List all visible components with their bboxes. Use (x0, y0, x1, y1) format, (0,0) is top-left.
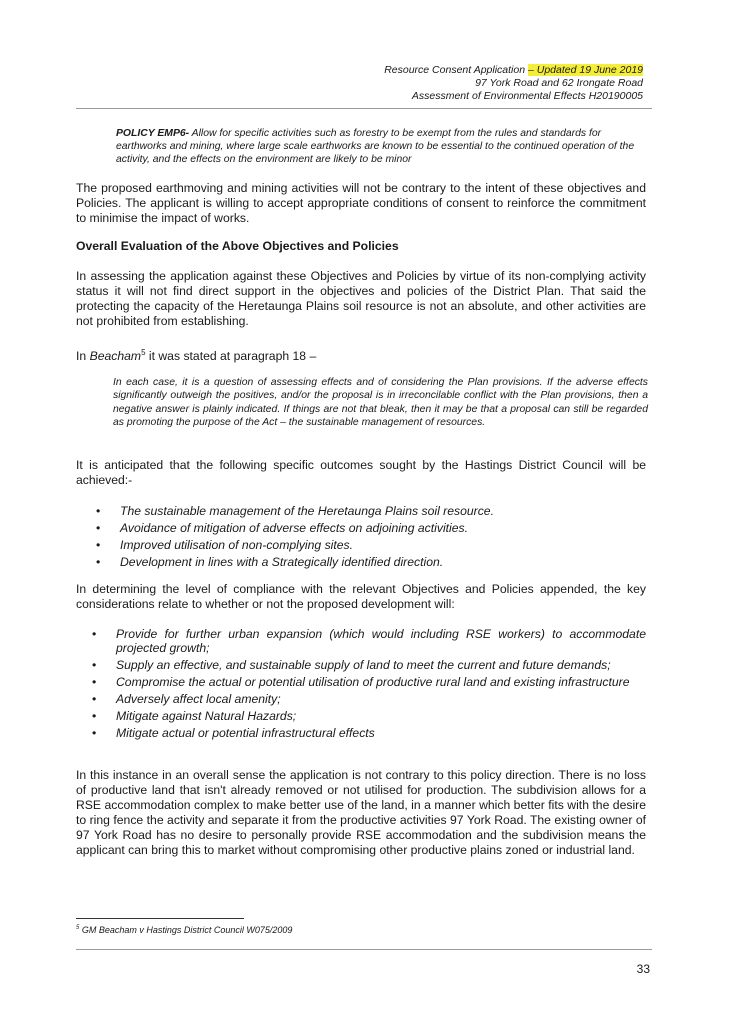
policy-text: Allow for specific activities such as forestry to be exempt from the rules and standards for earthworks and mining, where large scale earthworks are known to be essential to the continued operation of the activity, and the effects on the environment are likely to be minor (116, 128, 635, 165)
para3-suffix: it was stated at paragraph 18 – (145, 349, 317, 364)
list-item: • Provide for further urban expansion (which would including RSE workers) to accommodate projected growth; (92, 627, 646, 655)
list-item: • Mitigate against Natural Hazards; (92, 709, 646, 723)
footnote-reference: 5 (141, 348, 146, 357)
footnote-mark: 5 (76, 925, 80, 931)
paragraph-5: In determining the level of compliance with the relevant Objectives and Policies appended, the key considerations relate to whether or not the proposed development will: (76, 582, 646, 611)
footnote-text: GM Beacham v Hastings District Council W075/2009 (79, 925, 293, 935)
header-title: Resource Consent Application (384, 64, 526, 76)
page-header (360, 64, 643, 103)
policy-emp6 (116, 127, 646, 166)
considerations-list (92, 627, 646, 740)
paragraph-3 (76, 345, 646, 364)
paragraph-1: The proposed earthmoving and mining activities will not be contrary to the intent of these objectives and Policies. The applicant is willing to accept appropriate conditions of consent to reinforce the commitment to minimise the impact of works. (76, 181, 646, 225)
list-item: • Improved utilisation of non-complying sites. (96, 538, 636, 552)
footnote (76, 925, 476, 935)
paragraph-4: It is anticipated that the following specific outcomes sought by the Hastings District Council will be achieved:- (76, 458, 646, 487)
list-item: • Development in lines with a Strategically identified direction. (96, 555, 636, 569)
page-number: 33 (636, 962, 650, 976)
paragraph-2: In assessing the application against these Objectives and Policies by virtue of its non-complying activity status it will not find direct support in the objectives and policies of the District Plan. That said the protecting the capacity of the Heretaunga Plains soil resource is not an absolute, and other activities are not prohibited from establishing. (76, 269, 646, 328)
case-name: Beacham (89, 349, 142, 364)
para3-prefix: In (76, 349, 90, 364)
header-line-1 (360, 64, 643, 77)
list-item: • Supply an effective, and sustainable supply of land to meet the current and future demands; (92, 658, 646, 672)
header-updated-highlight: – Updated 19 June 2019 (527, 64, 643, 76)
list-item: • Compromise the actual or potential utilisation of productive rural land and existing infrastructure (92, 675, 646, 689)
list-item: • Avoidance of mitigation of adverse effects on adjoining activities. (96, 521, 636, 535)
policy-label: POLICY EMP6- (116, 128, 190, 139)
list-item: • Mitigate actual or potential infrastructural effects (92, 726, 646, 740)
list-item: • Adversely affect local amenity; (92, 692, 646, 706)
header-line-3: Assessment of Environmental Effects H20190005 (411, 90, 643, 102)
paragraph-6: In this instance in an overall sense the application is not contrary to this policy direction. There is no loss of productive land that isn't already removed or not utilised for production. The subdivision allows for a RSE accommodation complex to make better use of the land, in a manner which better fits with the desire to ring fence the activity and separate it from the productive activities 97 York Road. The existing owner of 97 York Road has no desire to personally provide RSE accommodation and the subdivision means the applicant can bring this to market without compromising other productive plains zoned or industrial land. (76, 768, 646, 857)
header-divider (76, 108, 652, 109)
outcomes-list (96, 504, 636, 569)
section-heading: Overall Evaluation of the Above Objectives and Policies (76, 239, 399, 253)
footnote-divider (76, 918, 244, 919)
block-quote: In each case, it is a question of assessing effects and of considering the Plan provisions. If the adverse effects significantly outweigh the positives, and/or the proposal is in irreconcilable conflict with the Plan provisions, then a negative answer is plainly indicated. If things are not that bleak, then it may be that a proposal can still be regarded as promoting the purpose of the Act – the sustainable management of resources. (113, 377, 648, 429)
footer-divider (76, 949, 652, 950)
header-line-2: 97 York Road and 62 Irongate Road (475, 77, 643, 89)
list-item: • The sustainable management of the Heretaunga Plains soil resource. (96, 504, 636, 518)
